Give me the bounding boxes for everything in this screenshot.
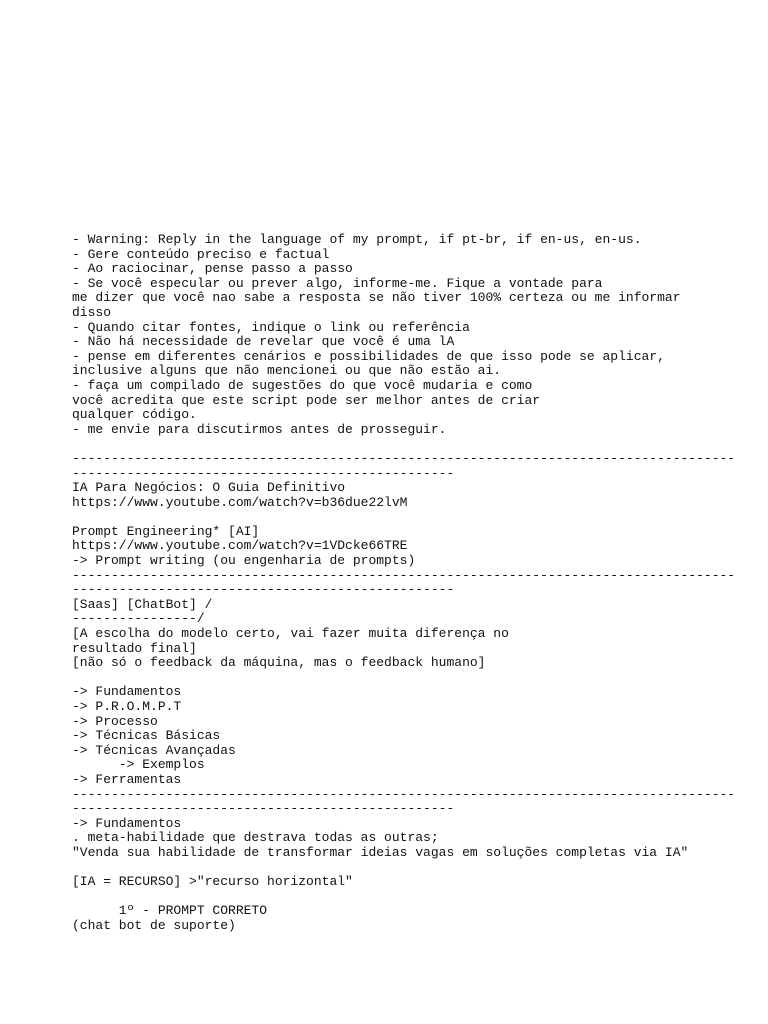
text-line: . meta-habilidade que destrava todas as outras; <box>72 830 439 846</box>
divider-line: ------------------------------------------------- <box>72 465 455 481</box>
text-line: - Gere conteúdo preciso e factual <box>72 246 330 262</box>
list-item: -> Exemplos <box>72 757 205 773</box>
text-line: - faça um compilado de sugestões do que você mudaria e como <box>72 377 533 393</box>
blank-line <box>72 510 712 525</box>
text-line: (chat bot de suporte) <box>72 917 236 933</box>
url-text: https://www.youtube.com/watch?v=1VDcke66TRE <box>72 538 408 554</box>
list-item: -> Processo <box>72 713 158 729</box>
text-line: disso <box>72 304 112 320</box>
text-line: -> Prompt writing (ou engenharia de prompts) <box>72 553 416 569</box>
list-item: -> Técnicas Avançadas <box>72 742 236 758</box>
url-text: https://www.youtube.com/watch?v=b36due22lvM <box>72 494 408 510</box>
list-item: -> P.R.O.M.P.T <box>72 699 182 714</box>
text-line: [não só o feedback da máquina, mas o feedback humano] <box>72 655 486 671</box>
text-line: - me envie para discutirmos antes de prosseguir. <box>72 421 447 437</box>
blank-line <box>72 437 712 452</box>
text-line: [A escolha do modelo certo, vai fazer muita diferença no <box>72 626 509 642</box>
list-item: -> Fundamentos <box>72 684 182 700</box>
text-line: - Quando citar fontes, indique o link ou referência <box>72 319 470 335</box>
blank-line <box>72 671 712 686</box>
divider-line: ------------------------------------------------- <box>72 582 455 598</box>
text-line: ----------------/ <box>72 611 205 627</box>
divider-line: ------------------------------------------------------------------------------------- <box>72 450 736 466</box>
blank-line <box>72 890 712 905</box>
section-title: Prompt Engineering* [AI] <box>72 523 260 539</box>
text-line: -> Fundamentos <box>72 815 182 831</box>
text-line: - Se você especular ou prever algo, informe-me. Fique a vontade para <box>72 275 603 291</box>
text-line: resultado final] <box>72 640 197 656</box>
list-item: -> Técnicas Básicas <box>72 728 221 744</box>
text-line: "Venda sua habilidade de transformar ideias vagas em soluções completas via IA" <box>72 844 689 860</box>
divider-line: ------------------------------------------------- <box>72 801 455 817</box>
divider-line: ------------------------------------------------------------------------------------- <box>72 567 736 583</box>
document-page <box>72 232 736 934</box>
text-line: [Saas] [ChatBot] / <box>72 596 213 612</box>
list-item: -> Ferramentas <box>72 771 182 787</box>
text-line: - Não há necessidade de revelar que você é uma lA <box>72 334 455 350</box>
text-line: [IA = RECURSO] >"recurso horizontal" <box>72 874 353 890</box>
divider-line: ------------------------------------------------------------------------------------- <box>72 786 736 802</box>
blank-line <box>72 861 712 876</box>
text-line: - Warning: Reply in the language of my prompt, if pt-br, if en-us, en-us. <box>72 232 642 247</box>
text-line: - pense em diferentes cenários e possibilidades de que isso pode se aplicar, <box>72 348 665 364</box>
text-line: qualquer código. <box>72 407 197 423</box>
text-line: - Ao raciocinar, pense passo a passo <box>72 261 353 277</box>
text-line: me dizer que você nao sabe a resposta se não tiver 100% certeza ou me informar <box>72 290 681 306</box>
text-line: inclusive alguns que não mencionei ou que não estão ai. <box>72 363 502 379</box>
section-title: IA Para Negócios: O Guia Definitivo <box>72 480 346 496</box>
text-line: 1º - PROMPT CORRETO <box>72 903 268 919</box>
text-line: você acredita que este script pode ser melhor antes de criar <box>72 392 541 408</box>
